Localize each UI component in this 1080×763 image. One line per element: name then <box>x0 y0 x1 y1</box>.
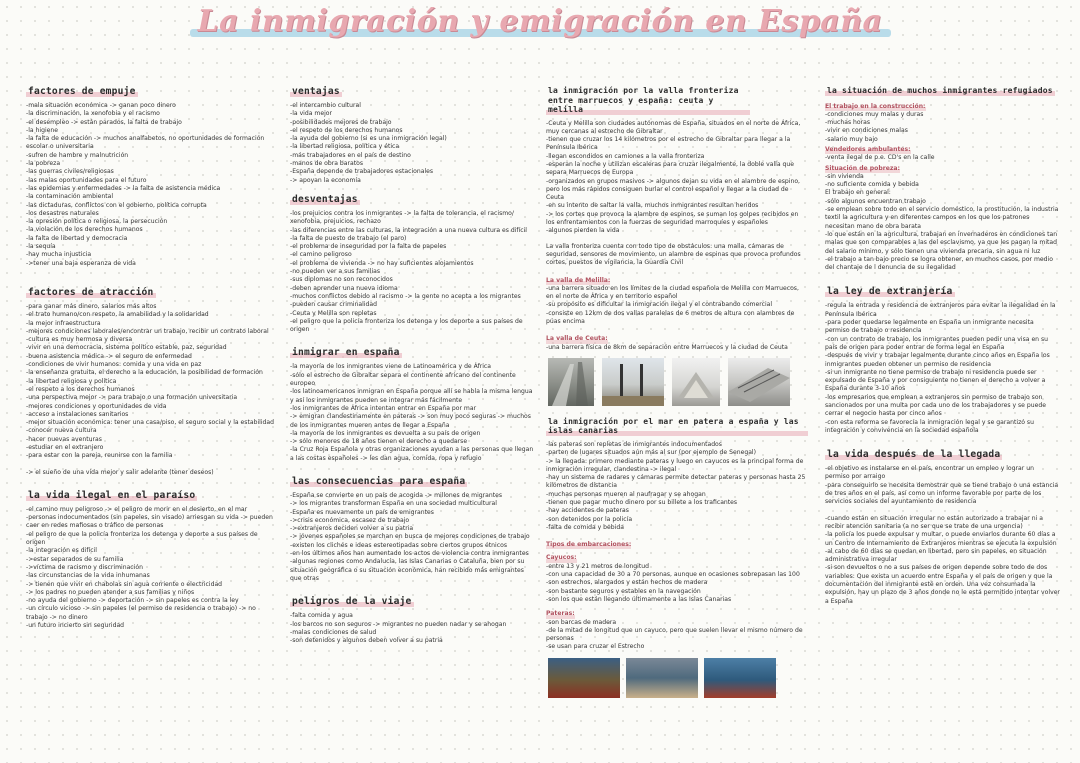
heading-ventajas: ventajas <box>292 86 340 97</box>
list-item: -deben aprender una nueva idioma <box>290 284 398 292</box>
list-factores-atraccion <box>26 303 276 477</box>
list-item: -cultura es muy hermosa y diversa <box>26 336 133 344</box>
section-desventajas <box>290 194 536 334</box>
list-item: -la vida mejor <box>290 110 333 118</box>
list-item: -con un contrato de trabajo, los inmigrantes pueden pedir una visa en su país de origen para poder entrar de forma legal en España <box>825 335 1049 351</box>
list-item: -> los cortes que provoca la alambre de espinos, se suman los golpes recibidos en los enfrentamientos con la fuerzas de seguridad marroquíes y españoles <box>546 210 799 227</box>
section-valla <box>546 86 808 406</box>
list-item: -personas indocumentados (sin papeles, sin visado) arriesgan su vida -> pueden caer en redes mafiosas o tráfico de personas <box>26 514 273 530</box>
list-item: -el peligro de que la policía fronteriza los detenga y deporte a sus países de origen <box>26 530 258 547</box>
list-item: -vivir en condiciones malas <box>825 127 908 135</box>
list-peligros <box>290 612 536 645</box>
list-item: -posibilidades mejores de trabajo <box>290 118 392 126</box>
list-melilla <box>546 285 808 326</box>
list-item: -muchas personas mueren al naufragar y se ahogan <box>546 490 706 498</box>
heading-consecuencias: las consecuencias para españa <box>292 475 466 487</box>
list-item: -falta comida y agua <box>290 612 353 620</box>
list-item: El trabajo en general: <box>825 189 891 197</box>
list-item: -las guerras civiles/religiosas <box>26 168 114 176</box>
list-item: -el camino peligroso <box>290 251 352 259</box>
list-valla <box>546 120 808 236</box>
list-item: -Ceuta y Melilla son repletas <box>290 309 377 317</box>
subheading-ceuta: La valla de Ceuta: <box>546 335 608 343</box>
valla-photo-3 <box>672 358 720 406</box>
list-item: -sin vivienda <box>825 172 864 180</box>
list-item: -sus diplomas no son reconocidos <box>290 276 393 284</box>
section-factores-atraccion <box>26 287 276 477</box>
list-item: -para estar con la pareja, reunirse con la familia <box>26 452 173 460</box>
list-item: -> apoyan la economía <box>290 176 361 184</box>
list-item: -vivir en una democracia, sistema político estable, paz, seguridad <box>26 344 227 352</box>
list-item: -la pobreza <box>26 160 61 168</box>
list-item: -las epidemias y enfermedades -> la falta de asistencia médica <box>26 184 221 192</box>
list-item: -en los últimos años han aumentado los actos de violencia contra inmigrantes <box>290 550 529 558</box>
section-ventajas <box>290 86 536 185</box>
section-situacion <box>825 86 1060 272</box>
list-item: -> emigran clandestinamente en pateras -> son muy poco seguras -> muchos de los inmigrantes mueren antes de llegar a España <box>290 413 531 429</box>
heading-vida-ilegal: la vida ilegal en el paraíso <box>28 489 196 501</box>
list-item: -España se convierte en un país de acogida -> millones de migrantes <box>290 491 503 499</box>
section-consecuencias <box>290 476 536 583</box>
list-item: -conocer nueva cultura <box>26 427 97 435</box>
list-item: -la contaminación ambiental <box>26 193 114 201</box>
list-item: -regula la entrada y residencia de extranjeros para evitar la ilegalidad en la Península Ibérica <box>825 302 1056 318</box>
list-item: -con una capacidad de 30 a 70 personas, aunque en ocasiones sobrepasan las 100 <box>546 571 800 579</box>
list-item: -son estrechos, alargados y están hechos de madera <box>546 579 708 587</box>
subheading-melilla: La valla de Melilla: <box>546 276 611 284</box>
list-item: -no pueden ver a sus familias <box>290 268 381 276</box>
list-item: -la Cruz Roja Española y otras organizaciones ayudan a las personas que llegan a las costas españoles -> les dan agua, comida, ropa y refugio <box>290 446 534 462</box>
list-item: -algunos pierden la vida <box>546 227 620 235</box>
list-item: -sólo algunos encuentran trabajo <box>825 197 926 205</box>
valla-photo-2 <box>602 358 664 406</box>
list-desventajas <box>290 210 536 334</box>
list-item: -las pateras son repletas de inmigrantes indocumentados <box>546 440 722 448</box>
list-item: -sólo el estrecho de Gibraltar separa el continente africano del continente europeo <box>290 371 516 388</box>
list-item: -venta ilegal de p.e. CD's en la calle <box>825 154 935 162</box>
list-item: -son barcas de madera <box>546 618 617 626</box>
list-item: -la ayuda del gobierno (si es una inmigración legal) <box>290 135 447 143</box>
list-item: -si son devueltos o no a sus países de origen depende sobre todo de dos variables: Que exista un acuerdo entre España y el país de origen y que la documentación del inmigrante esté en orden. Una vez consumada la expulsión, hay un plazo de 3 años donde no le está permitido intentar volver a España <box>825 564 1060 605</box>
section-vida-ilegal <box>26 490 276 630</box>
list-item: -para conseguirlo se necesita demostrar que se tiene trabajo o una estancia de tres años en el país, así como un informe favorable por parte de los servicios sociales del ayuntamiento de residencia <box>825 481 1059 506</box>
list-item: -si un inmigrante no tiene permiso de trabajo ni residencia puede ser expulsado de España y por consiguiente no tienen el derecho a volver a España durante 3-10 años <box>825 368 1046 393</box>
heading-valla: la inmigración por la valla fronteriza entre marruecos y españa: ceuta y melilla <box>546 86 750 115</box>
obstaculos-text: La valla fronteriza cuenta con todo tipo de obstáculos: una malla, cámaras de seguridad, sensores de movimiento, un alambre de espinas que provoca profundos cortes, puestos de vigilancia, la Guardia Civil <box>546 242 801 267</box>
boat-photos <box>548 658 808 698</box>
list-item: -la mayoría de los inmigrantes viene de Latinoamérica y de África <box>290 363 491 371</box>
list-item: -pueden causar criminalidad <box>290 301 378 309</box>
list-item: -son bastante seguros y estables en la navegación <box>546 587 701 595</box>
section-inmigrar <box>290 347 536 463</box>
heading-mar: la inmigración por el mar en patera a españa y las islas canarias <box>546 417 808 436</box>
list-item: -salario muy bajo <box>825 135 878 143</box>
list-item: -falta de comida y bebida <box>546 523 624 531</box>
page-title: La inmigración y emigración en España <box>184 4 897 39</box>
list-item: -condiciones muy malas y duras <box>825 110 924 118</box>
list-item: -la integración es difícil <box>26 547 97 555</box>
boat-photo-2 <box>626 658 698 698</box>
list-item: -tienen que pagar mucho dinero por su billete a los traficantes <box>546 499 738 506</box>
list-item: -más trabajadores en el país de destino <box>290 151 411 159</box>
list-item: -los desastres naturales <box>26 209 99 217</box>
list-item: -la falta de educación -> muchos analfabetos, no oportunidades de formación escolar o universitaria <box>26 135 265 151</box>
list-item: -esperan la noche y utilizan escaleras para cruzar ilegalmente, la doble valla que separa Marruecos de Europa <box>546 160 794 177</box>
list-item: ->crisis económica, escasez de trabajo <box>290 516 410 524</box>
list-despues <box>825 465 1060 606</box>
list-inmigrar <box>290 363 536 463</box>
list-item: -llegan escondidos en camiones a la valla fronteriza <box>546 152 705 160</box>
list-mar <box>546 441 808 532</box>
list-item: -hacer nuevas aventuras <box>26 435 102 443</box>
list-item: -la sequía <box>26 243 56 251</box>
list-item: -se emplean sobre todo en el servicio doméstico, la prostitución, la industria textil la agricultura y en diferentes campos en los que los patrones necesitan mano de obra barata <box>825 206 1059 230</box>
list-item: -la higiene <box>26 126 59 134</box>
list-ambulantes <box>825 154 1060 162</box>
list-item: -los barcos no son seguros -> migrantes no pueden nadar y se ahogan <box>290 620 507 628</box>
list-item: -algunas regiones como Andalucía, las Islas Canarias o Cataluña, bien por su situación geográfica o su situación económica, han recibido más emigrantes que otras <box>290 558 525 582</box>
list-item: -existen los clichés e ideas estereotipadas sobre ciertos grupos étnicos <box>290 541 507 549</box>
list-item: -> jóvenes españoles se marchan en busca de mejores condiciones de trabajo <box>290 533 530 541</box>
column-3 <box>546 86 808 711</box>
list-item: -el trato humano/con respeto, la amabilidad y la solidaridad <box>26 311 209 319</box>
list-item: -para poder quedarse legalmente en España un inmigrante necesita permiso de trabajo o residencia <box>825 319 1034 335</box>
list-item <box>26 461 276 469</box>
list-item: -el objetivo es instalarse en el país, encontrar un empleo y lograr un permiso por arraigo <box>825 465 1034 481</box>
list-item: -la discriminación, la xenofobia y el racismo <box>26 110 160 118</box>
list-item: -cuando están en situación irregular no están autorizado a trabajar ni a recibir atención sanitaria (a no ser que se trate de una urgencia) <box>825 514 1043 530</box>
subheading-construccion: El trabajo en la construcción: <box>825 102 926 110</box>
title-banner <box>0 4 1080 50</box>
list-item: ->estar separados de su familia <box>26 555 124 563</box>
section-despues <box>825 449 1060 606</box>
list-item: -la mejor infraestructura <box>26 319 101 327</box>
list-item: -un círculo vicioso -> sin papeles (el permiso de residencia o trabajo) -> no trabajo -> no dinero <box>26 605 256 621</box>
list-item: -> tienen que vivir en chabolas sin agua corriente o electricidad <box>26 580 223 588</box>
valla-photos <box>548 358 808 406</box>
list-item: -con esta reforma se favorecía la inmigración legal y se garantizó su integración y convivencia en la sociedad española <box>825 418 1034 434</box>
list-item: -entre 13 y 21 metros de longitud <box>546 562 649 570</box>
list-consecuencias <box>290 492 536 583</box>
list-item: ->tener una baja esperanza de vida <box>26 259 136 267</box>
heading-inmigrar: inmigrar en españa <box>292 347 400 359</box>
subheading-tipos: Tipos de embarcaciones: <box>546 541 632 549</box>
list-item: -mejor situación económica: tener una casa/piso, el seguro social y la estabilidad <box>26 419 275 427</box>
list-item: -sufren de hambre y malnutrición <box>26 151 129 159</box>
subheading-pateras: Pateras: <box>546 610 575 618</box>
list-item: -no suficiente comida y bebida <box>825 181 919 189</box>
list-item: -muchas horas <box>825 119 871 127</box>
list-item: -las malas oportunidades para el futuro <box>26 176 147 184</box>
list-item: -las circunstancias de la vida inhumanas <box>26 572 150 580</box>
list-item: -al cabo de 60 días se quedan en libertad, pero sin papeles, en situación administrativa irregular <box>825 547 1047 564</box>
list-item: -mejores condiciones y oportunidades de vida <box>26 402 167 410</box>
list-ceuta <box>546 344 808 352</box>
list-factores-empuje <box>26 102 276 268</box>
section-factores-empuje <box>26 86 276 268</box>
list-item <box>825 507 1060 515</box>
list-item: -buena asistencia médica -> el seguro de enfermedad <box>26 352 192 360</box>
list-cayucos <box>546 563 808 604</box>
list-item: -se usan para cruzar el Estrecho <box>546 643 645 651</box>
list-item: -> los padres no pueden atender a sus familias y niños <box>26 588 195 596</box>
valla-photo-1 <box>548 358 594 406</box>
heading-desventajas: desventajas <box>292 193 358 205</box>
list-item: -los prejuicios contra los inmigrantes -> la falta de tolerancia, el racismo/ xenofobia, prejuicios, rechazo <box>290 209 514 226</box>
list-ventajas <box>290 102 536 185</box>
list-item: -para ganar más dinero, salarios más altos <box>26 302 157 310</box>
list-item: -una barrera física de 8km de separación entre Marruecos y la ciudad de Ceuta <box>546 343 788 351</box>
list-item: -el peligro que la policía fronteriza los detenga y los deporte a sus países de origen <box>290 317 523 334</box>
list-item: -estudiar en el extranjero <box>26 443 104 451</box>
list-item: -el camino muy peligroso -> el peligro de morir en el desierto, en el mar <box>26 505 248 513</box>
list-item: -un futuro incierto sin seguridad <box>26 622 125 630</box>
list-item: -la falta de libertad y democracia <box>26 234 128 242</box>
list-item: -manos de obra baratos <box>290 160 364 168</box>
list-item: -después de vivir y trabajar legalmente durante cinco años en España los inmigrantes pueden obtener un permiso de residencia <box>825 352 1050 368</box>
list-item: -el problema de inseguridad por la falta de papeles <box>290 243 447 251</box>
list-item: -malas condiciones de salud <box>290 628 377 636</box>
list-item: -la falta de puesto de trabajo (el paro) <box>290 234 407 242</box>
list-item: -la opresión política o religiosa, la persecución <box>26 218 168 226</box>
column-4 <box>825 86 1060 619</box>
list-item: -el respeto a los derechos humanos <box>26 385 135 393</box>
valla-photo-4 <box>728 358 790 406</box>
list-item: -una barrera situado en los límites de la ciudad española de Melilla con Marruecos, en el norte de África y en territorio español <box>546 284 799 301</box>
list-item: -las diferencias entre las culturas, la integración a una nueva cultura es difícil <box>290 226 527 234</box>
list-item: -la violación de los derechos humanos <box>26 226 143 234</box>
list-item: -acceso a instalaciones sanitarios <box>26 410 129 418</box>
column-2 <box>290 86 536 658</box>
list-pateras <box>546 619 808 652</box>
list-item: -la libertad religiosa, política y ética <box>290 143 400 151</box>
list-item: -hay accidentes de pateras <box>546 507 629 515</box>
list-ley <box>825 302 1060 435</box>
section-mar <box>546 417 808 698</box>
subheading-pobreza: Situación de pobreza: <box>825 164 900 172</box>
subheading-cayucos: Cayucos: <box>546 554 577 562</box>
list-item: -la enseñanza gratuita, el derecho a la educación, la posibilidad de formación <box>26 369 263 377</box>
list-item: -hay mucha injusticia <box>26 251 92 259</box>
list-item: -> el sueño de una vida mejor y salir adelante (tener deseos) <box>26 468 214 476</box>
heading-ley: la ley de extranjería <box>827 286 953 298</box>
heading-despues: la vida después de la llegada <box>827 449 1001 461</box>
subheading-ambulantes: Vendedores ambulantes: <box>825 145 911 153</box>
list-item: -organizados en grupos masivos -> algunos dejan su vida en el alambre de espino, pero los más rápidos consiguen burlar el control español y llegar a la ciudad de Ceuta <box>546 177 800 202</box>
list-item: -España depende de trabajadores estacionales <box>290 168 434 176</box>
list-item: -el respeto de los derechos humanos <box>290 126 403 134</box>
section-ley <box>825 286 1060 435</box>
list-item: ->extranjeros deciden volver a su patria <box>290 525 414 533</box>
list-item: -los inmigrantes de África intentan entrar en España por mar <box>290 404 477 412</box>
boat-photo-1 <box>548 658 620 698</box>
list-item: -condiciones de vivir humanos: comida y una vida en paz <box>26 361 202 369</box>
list-item: -Ceuta y Melilla son ciudades autónomas de España, situados en el norte de África, muy cercanas al estrecho de Gibraltar <box>546 119 801 135</box>
list-item: -en su intento de saltar la valla, muchos inmigrantes resultan heridos <box>546 202 759 210</box>
list-item: -su propósito es dificultar la inmigración ilegal y el contrabando comercial <box>546 301 773 309</box>
list-item: -los latinoamericanos inmigran en España porque allí se habla la misma lengua y así los inmigrantes pueden se integrar más fácilmente <box>290 388 533 404</box>
list-item: -España es nuevamente un país de emigrantes <box>290 508 434 516</box>
list-item: -son detenidos y algunos deben volver a su patria <box>290 637 443 645</box>
list-item: -consiste en 12km de dos vallas paralelas de 6 metros de altura con alambres de púas encima <box>546 309 795 326</box>
boat-photo-3 <box>704 658 776 698</box>
list-item: -de la mitad de longitud que un cayuco, pero que suelen llevar el mismo número de personas <box>546 626 803 643</box>
list-item: -hay un sistema de radares y cámaras permite detectar pateras y personas hasta 25 kilómetros de distancia <box>546 474 806 490</box>
list-item: -el intercambio cultural <box>290 102 361 109</box>
list-item: -son detenidos por la policía <box>546 515 633 523</box>
list-item: -las dictaduras, conflictos con el gobierno, política corrupta <box>26 201 207 209</box>
list-item: -> la llegada: primero mediante pateras y luego en cayucos es la principal forma de inmigración irregular, clandestina -> ilegal <box>546 457 804 473</box>
list-item: -mejores condiciones laborales/encontrar un trabajo, recibir un contrato laboral <box>26 327 269 335</box>
list-item: -el trabajo a tan bajo precio se logra obtener, en muchos casos, por medio del chantaje de l denuncia de su ilegalidad <box>825 255 1053 272</box>
list-item: -la libertad religiosa y política <box>26 377 117 385</box>
list-item: ->víctima de racismo y discriminación <box>26 563 143 571</box>
list-item: -el desempleo -> están parados, la falta de trabajo <box>26 118 182 126</box>
list-item: -muchos conflictos debido al racismo -> la gente no acepta a los migrantes <box>290 292 521 300</box>
list-item: -lo que están en la agricultura, trabajan en invernaderos en condiciones tan malas que son comparables a las del esclavismo, ya que les pagan la mitad del salario mínimo, y sólo tienen una vivienda precaria, sin agua ni luz <box>825 230 1058 255</box>
list-item: -los empresarios que emplean a extranjeros sin permiso de trabajo son sancionados por una multa por cada uno de los trabajadores y se puede cerrar el negocio hasta por cinco años <box>825 393 1046 418</box>
list-item: -la policía los puede expulsar y multar, o puede enviarlos durante 60 días a un Centro de Internamiento de Extranjeros mientras se ejecuta la expulsión <box>825 531 1057 547</box>
list-item: -> los migrantes transforman España en una sociedad multicultural <box>290 500 497 508</box>
heading-factores-atraccion: factores de atracción <box>28 286 154 298</box>
column-1 <box>26 86 276 643</box>
list-item: -no ayuda del gobierno -> deportación -> sin papeles es contra la ley <box>26 597 239 605</box>
heading-peligros: peligros de la viaje <box>292 596 412 608</box>
section-peligros <box>290 596 536 645</box>
list-item: -tienen que cruzar los 14 kilómetros por el estrecho de Gibraltar para llegar a la Península Ibérica <box>546 136 791 152</box>
list-item: -una perspectiva mejor -> para trabajo o una formación universitaria <box>26 394 238 402</box>
list-pobreza <box>825 173 1060 273</box>
heading-situacion: la situación de muchos inmigrantes refugiados <box>827 86 1053 95</box>
list-item: -> sólo menores de 18 años tienen el derecho a quedarse <box>290 438 468 446</box>
list-item: -el problema de vivienda -> no hay suficientes alojamientos <box>290 259 474 267</box>
heading-factores-empuje: factores de empuje <box>28 86 136 97</box>
list-item: -son los que están llegando últimamente a las Islas Canarias <box>546 595 732 603</box>
list-item: -la mayoría de los inmigrantes es devuelta a su país de origen <box>290 429 481 437</box>
list-item: -parten de lugares situados aún más al sur (por ejemplo de Senegal) <box>546 449 756 457</box>
list-vida-ilegal <box>26 506 276 630</box>
list-item: -mala situación económica -> ganan poco dinero <box>26 102 176 109</box>
list-construccion <box>825 111 1060 144</box>
